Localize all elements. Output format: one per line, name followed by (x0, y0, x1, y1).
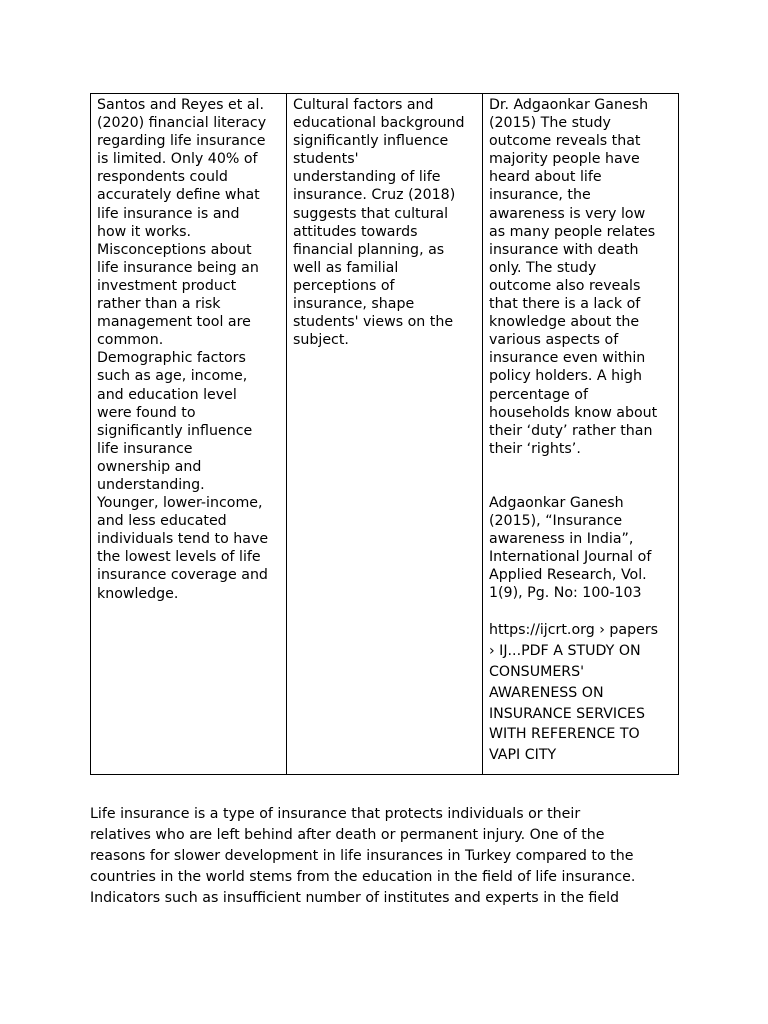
citation-text: Adgaonkar Ganesh (2015), “Insurance awareness in India”, International Journal of Applied Research, Vol. 1(9), Pg. No: 100-103 (489, 494, 652, 602)
cell-text: Santos and Reyes et al. (2020) financial literacy regarding life insurance is limited. Only 40% of respondents could accurately define what life insurance is and how it works. Misconceptions about life insurance being an investment product rather than a risk management tool are common. Demographic factors such as age, income, and education level were found to significantly influence life insurance ownership and understanding. Younger, lower-income, and less educated individuals tend to have the lowest levels of life insurance coverage and knowledge. (97, 97, 269, 602)
source-link-text: https://ijcrt.org › papers › IJ...PDF A STUDY ON CONSUMERS' AWARENESS ON INSURANCE SERVICES WITH REFERENCE TO VAPI CITY (489, 622, 659, 764)
cell-text: Cultural factors and educational background significantly influence students' understanding of life insurance. Cruz (2018) suggests that cultural attitudes towards financial planning, as well as familial perceptions of insurance, shape students' views on the subject. (293, 97, 465, 349)
table-cell-adgaonkar (483, 94, 679, 775)
literature-review-table (90, 93, 679, 775)
body-paragraph: Life insurance is a type of insurance that protects individuals or their relatives who are left behind after death or permanent injury. One of the reasons for slower development in life insurances in Turkey compared to the countries in the world stems from the education in the field of life insurance. Indicators such as insufficient number of institutes and experts in the field (90, 806, 636, 906)
cell-summary-text: Dr. Adgaonkar Ganesh (2015) The study outcome reveals that majority people have heard about life insurance, the awareness is very low as many people relates insurance with death only. The study outcome also reveals that there is a lack of knowledge about the various aspects of insurance even within policy holders. A high percentage of households know about their ‘duty’ rather than their ‘rights’. (489, 97, 658, 457)
table-cell-cultural-factors (287, 94, 483, 775)
table-cell-santos-reyes (91, 94, 287, 775)
table-row (91, 94, 679, 775)
